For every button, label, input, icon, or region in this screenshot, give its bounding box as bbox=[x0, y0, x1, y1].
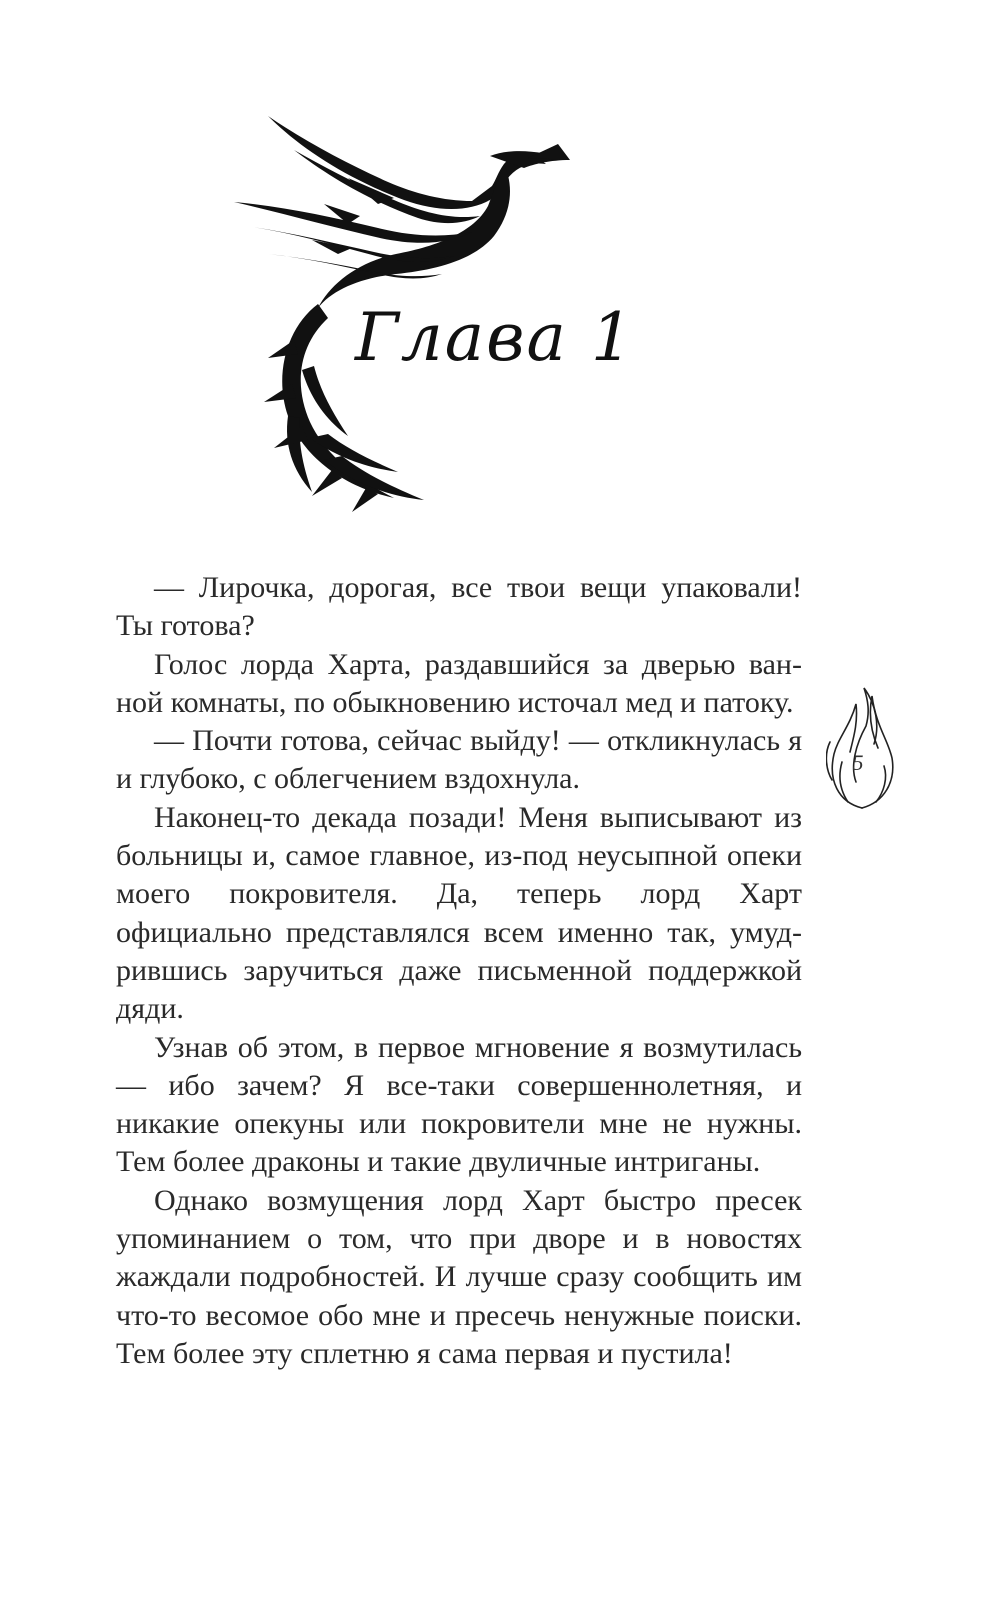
paragraph: Узнав об этом, в первое мгновение я возмутилась — ибо зачем? Я все-таки совершеннолетняя, и никакие опекуны или покровители мне не нужны. Тем более драконы и такие двуличные интриганы. bbox=[116, 1030, 802, 1179]
flame-icon bbox=[826, 682, 898, 812]
page-number: 5 bbox=[852, 750, 864, 775]
paragraph: — Почти готова, сейчас выйду! — откликнулась я и глубоко, с облегчением вздохнула. bbox=[116, 724, 802, 796]
paragraph: Однако возмущения лорд Харт быстро пресек упоминанием о том, что при дворе и в новостях жаждали подробностей. И лучше сразу сообщить им что-то весомое обо мне и пресечь ненужные поиски. Тем более эту сплетню я сама первая и пустила! bbox=[116, 1183, 802, 1370]
paragraph: Голос лорда Харта, раздавшийся за дверью ванной комнаты, по обыкновению источал мед и патоку. bbox=[116, 647, 802, 719]
paragraph: — Лирочка, дорогая, все твои вещи упаковали! Ты готова? bbox=[116, 571, 802, 643]
chapter-title: Глава 1 bbox=[355, 299, 635, 376]
chapter-body bbox=[116, 569, 802, 1373]
paragraph: Наконец-то декада позади! Меня выписывают из больницы и, самое главное, из-под неусыпной опеки моего покровителя. Да, теперь лорд Харт официально представлялся всем именно так, умудрившись заручиться даже письменной поддержкой дяди. bbox=[116, 800, 802, 1026]
